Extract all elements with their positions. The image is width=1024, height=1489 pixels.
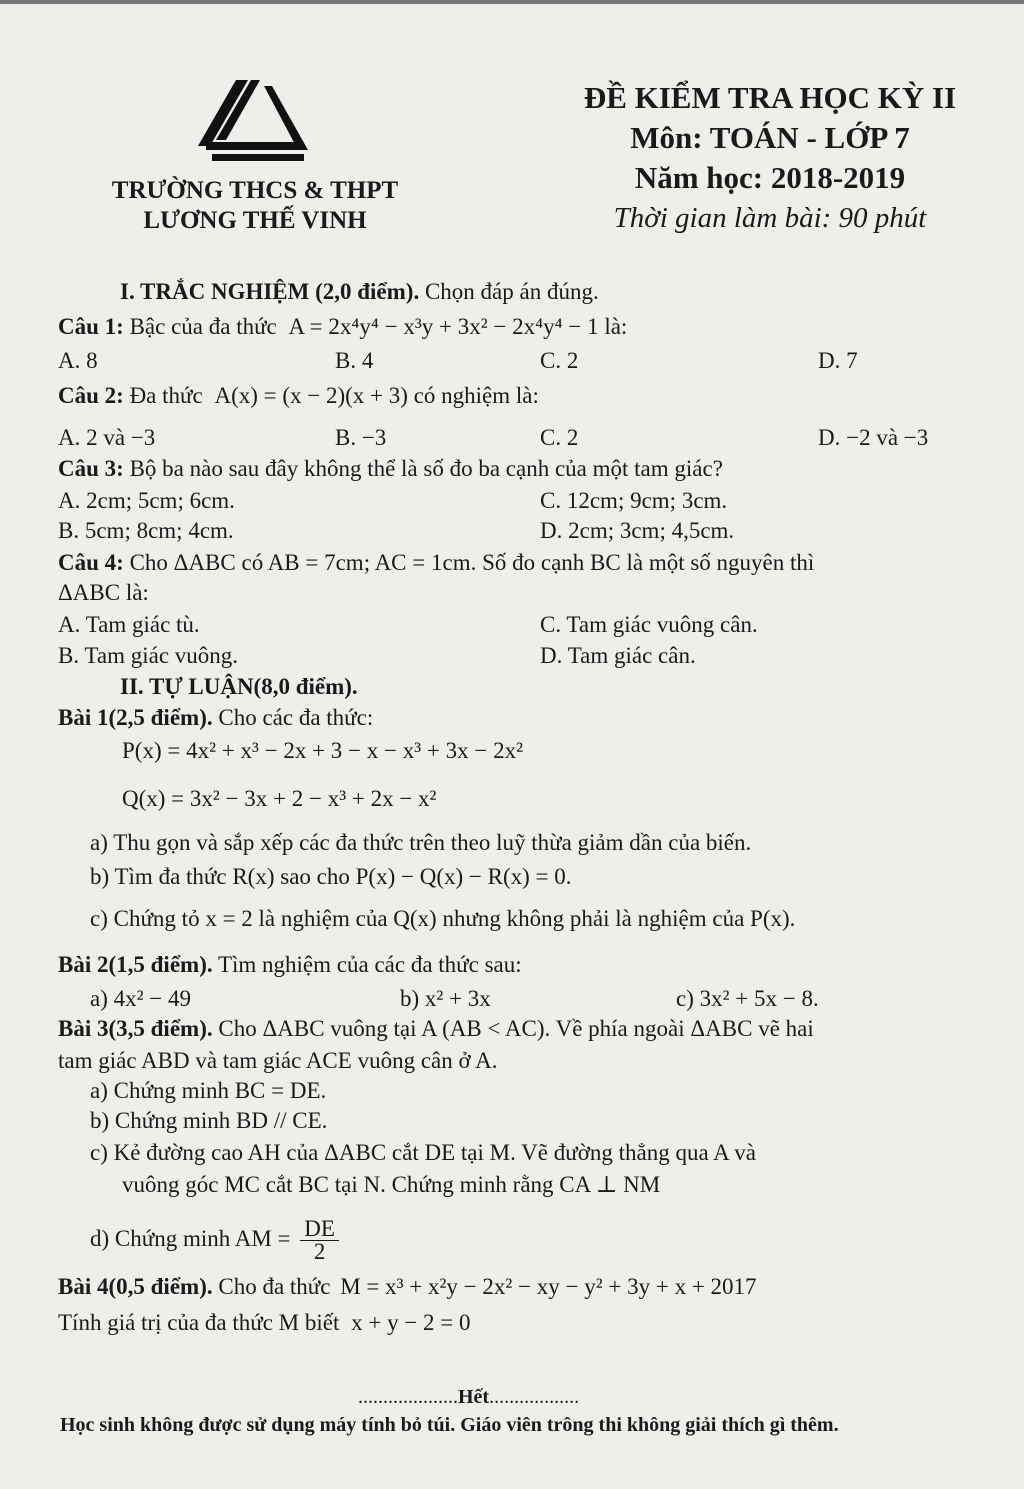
q1-option-a: A. 8 [58,348,98,373]
school-name [90,176,420,236]
q4-option-b: B. Tam giác vuông. [58,643,239,668]
part1-instruction: Chọn đáp án đúng. [424,279,599,304]
bai2-part-b: b) x² + 3x [400,986,491,1011]
bai4-condition: x + y − 2 = 0 [351,1310,471,1335]
q4-option-d: D. Tam giác cân. [540,643,696,668]
fraction-denominator: 2 [313,1239,326,1264]
bai1-part-a: a) Thu gọn và sắp xếp các đa thức trên theo luỹ thừa giảm dần của biến. [90,830,752,855]
part1-heading [120,279,599,305]
q4-label: Câu 4: [58,550,124,575]
bai4-text: Cho đa thức [218,1274,331,1299]
exam-title: ĐỀ KIỂM TRA HỌC KỲ II [583,80,957,115]
end-dots-right: .................. [489,1386,580,1408]
school-logo-icon [196,76,312,166]
bai3-part-c-line2: vuông góc MC cắt BC tại N. Chứng minh rằng CA ⊥ NM [122,1172,661,1197]
q3-label: Câu 3: [58,456,124,481]
question-4 [58,550,814,576]
q3-text: Bộ ba nào sau đây không thể là số đo ba cạnh của một tam giác? [129,456,723,481]
q2-label: Câu 2: [58,383,124,408]
q2-option-b: B. −3 [335,425,387,450]
q3-option-b: B. 5cm; 8cm; 4cm. [58,518,234,543]
bai3-label: Bài 3(3,5 điểm). [58,1016,213,1041]
school-year: Năm học: 2018-2019 [634,160,906,195]
fraction-numerator: DE [300,1218,339,1241]
q4-text: Cho ΔABC có AB = 7cm; AC = 1cm. Số đo cạnh BC là một số nguyên thì [129,550,815,575]
bai1-part-c: c) Chứng tỏ x = 2 là nghiệm của Q(x) nhưng không phải là nghiệm của P(x). [90,906,796,931]
bai-2 [58,952,522,978]
part1-title: I. TRẮC NGHIỆM (2,0 điểm). [120,279,420,304]
q2-option-d: D. −2 và −3 [818,425,929,450]
school-line1: TRƯỜNG THCS & THPT [111,177,399,204]
bai2-part-a: a) 4x² − 49 [90,986,191,1011]
bai3-part-c-line1: c) Kẻ đường cao AH của ΔABC cắt DE tại M. Vẽ đường thẳng qua A và [90,1140,756,1165]
bai3-part-d-text: d) Chứng minh AM = [90,1225,291,1251]
bai1-text: Cho các đa thức: [218,705,374,730]
q2-formula: A(x) = (x − 2)(x + 3) [214,383,408,408]
q1-option-b: B. 4 [335,348,374,373]
q2-tail: có nghiệm là: [413,383,539,408]
bai4-line2 [58,1310,471,1336]
q2-option-a: A. 2 và −3 [58,425,156,450]
question-3 [58,456,723,482]
bai3-text-2: tam giác ABD và tam giác ACE vuông cân ở A. [58,1048,498,1073]
question-2 [58,383,539,409]
end-text: Hết [458,1386,490,1408]
bai-1 [58,705,373,731]
bai1-polynomial-q: Q(x) = 3x² − 3x + 2 − x³ + 2x − x² [122,786,437,811]
bai4-label: Bài 4(0,5 điểm). [58,1274,213,1299]
duration: Thời gian làm bài: 90 phút [613,202,927,234]
bai4-text-2: Tính giá trị của đa thức M biết [58,1310,340,1335]
q4-text-2: ΔABC là: [58,580,149,605]
bai4-formula: M = x³ + x²y − 2x² − xy − y² + 3y + x + 2017 [340,1274,757,1299]
q3-option-a: A. 2cm; 5cm; 6cm. [58,488,235,513]
end-dots-left: .................... [358,1386,458,1408]
bai3-text: Cho ΔABC vuông tại A (AB < AC). Về phía ngoài ΔABC vẽ hai [218,1016,814,1041]
q3-option-d: D. 2cm; 3cm; 4,5cm. [540,518,735,543]
q4-option-c: C. Tam giác vuông cân. [540,612,758,637]
bai3-part-b: b) Chứng minh BD // CE. [90,1108,328,1133]
q1-tail: là: [604,314,628,339]
q1-formula: A = 2x⁴y⁴ − x³y + 3x² − 2x⁴y⁴ − 1 [288,314,599,339]
bai3-part-a: a) Chứng minh BC = DE. [90,1078,327,1103]
bai1-part-b: b) Tìm đa thức R(x) sao cho P(x) − Q(x) − R(x) = 0. [90,864,572,889]
q1-option-d: D. 7 [818,348,858,373]
q3-option-c: C. 12cm; 9cm; 3cm. [540,488,728,513]
bai-3 [58,1016,814,1042]
bai3-part-d [90,1218,339,1263]
question-1 [58,314,627,340]
footer-note: Học sinh không được sử dụng máy tính bỏ túi. Giáo viên trông thi không giải thích gì thêm. [60,1414,839,1436]
bai1-label: Bài 1(2,5 điểm). [58,705,213,730]
subject: Môn: TOÁN - LỚP 7 [630,120,910,155]
part2-title: II. TỰ LUẬN(8,0 điểm). [120,674,358,699]
school-line2: LƯƠNG THẾ VINH [143,207,367,234]
bai2-text: Tìm nghiệm của các đa thức sau: [217,952,522,977]
q1-label: Câu 1: [58,314,124,339]
end-mark [358,1386,579,1409]
fraction [300,1218,339,1263]
q2-option-c: C. 2 [540,425,579,450]
top-border [0,0,1024,4]
exam-header [540,78,1000,238]
q1-text: Bậc của đa thức [129,314,277,339]
q4-option-a: A. Tam giác tù. [58,612,200,637]
bai1-polynomial-p: P(x) = 4x² + x³ − 2x + 3 − x − x³ + 3x − 2x² [122,738,523,763]
q2-text: Đa thức [129,383,203,408]
bai-4 [58,1274,757,1300]
q1-option-c: C. 2 [540,348,579,373]
bai2-label: Bài 2(1,5 điểm). [58,952,213,977]
bai2-part-c: c) 3x² + 5x − 8. [676,986,819,1011]
